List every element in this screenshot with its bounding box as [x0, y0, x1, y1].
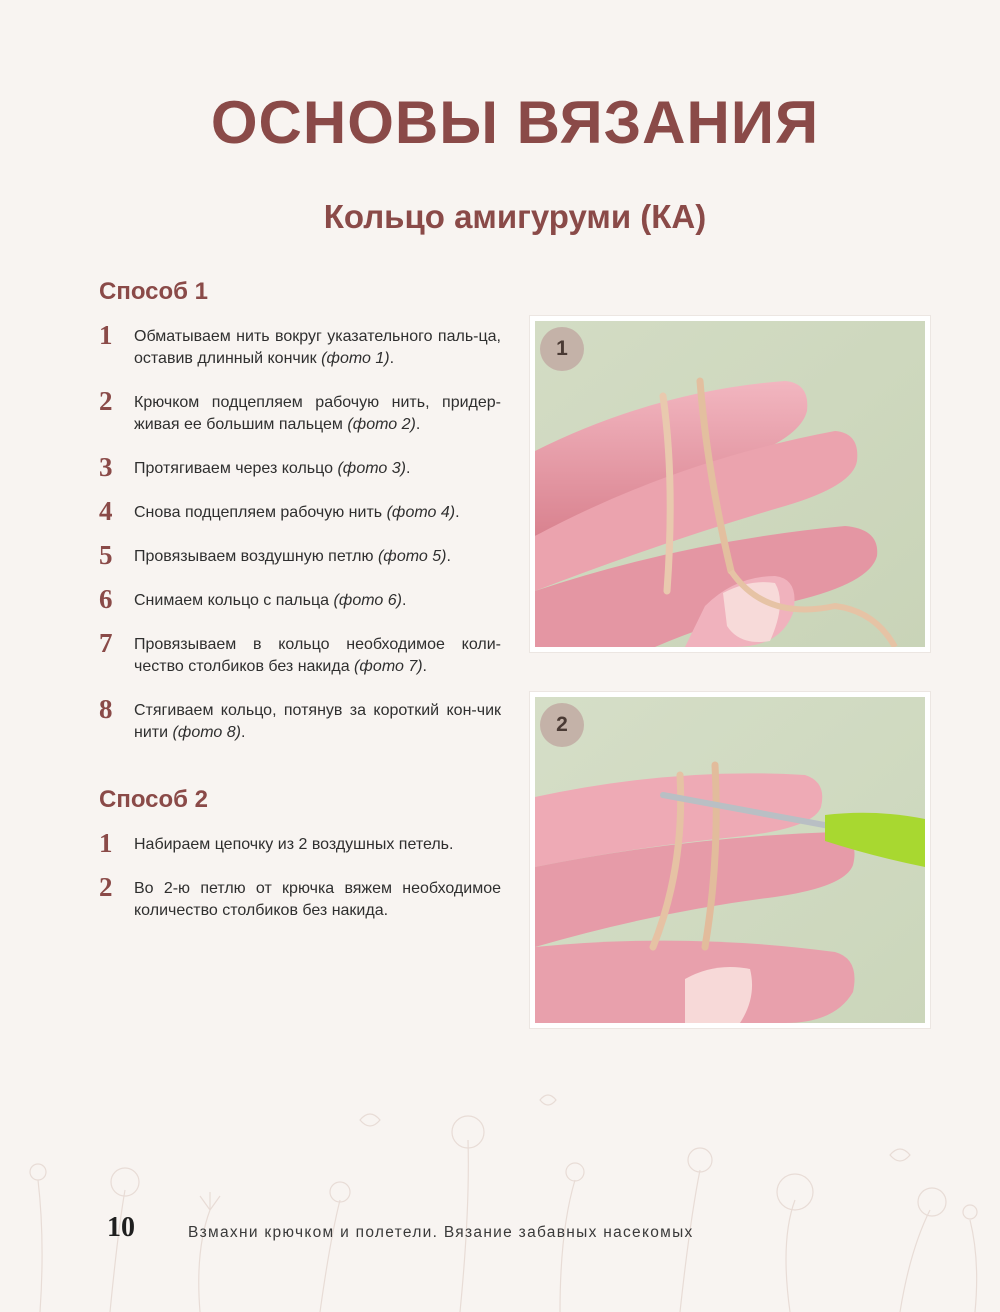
step-text: Обматываем нить вокруг указательного паль-ца, оставив длинный кончик (фото 1). — [134, 328, 501, 367]
step-text: Во 2-ю петлю от крючка вяжем необходимое количество столбиков без накида. — [134, 880, 501, 919]
step-item — [99, 452, 501, 502]
step-number: 7 — [99, 628, 113, 658]
step-text: Провязываем воздушную петлю (фото 5). — [134, 548, 451, 565]
step-number: 2 — [99, 872, 113, 902]
page-number: 10 — [107, 1212, 135, 1243]
section-subtitle: Кольцо амигуруми (КА) — [323, 198, 707, 235]
photo-reference: (фото 6) — [333, 592, 402, 609]
step-text: Стягиваем кольцо, потянув за короткий кон-чик нити (фото 8). — [134, 702, 501, 741]
method-2-steps — [99, 828, 501, 944]
step-text: Провязываем в кольцо необходимое коли-чество столбиков без накида (фото 7). — [134, 636, 501, 675]
step-text: Крючком подцепляем рабочую нить, придер-живая ее большим пальцем (фото 2). — [134, 394, 501, 433]
step-text: Снова подцепляем рабочую нить (фото 4). — [134, 504, 460, 521]
photo-reference: (фото 4) — [386, 504, 456, 521]
step-item — [99, 496, 501, 546]
photo-reference: (фото 8) — [172, 724, 241, 741]
step-number: 1 — [99, 828, 113, 858]
step-item — [99, 320, 501, 392]
step-item — [99, 828, 501, 878]
step-text: Протягиваем через кольцо (фото 3). — [134, 460, 411, 477]
page-title: ОСНОВЫ ВЯЗАНИЯ — [210, 89, 820, 156]
photo-reference: (фото 2) — [347, 416, 416, 433]
step-number: 1 — [99, 320, 113, 350]
step-number: 3 — [99, 452, 113, 482]
step-item — [99, 694, 501, 766]
photo-number-badge: 1 — [540, 327, 584, 371]
step-item — [99, 872, 501, 944]
step-text: Снимаем кольцо с пальца (фото 6). — [134, 592, 407, 609]
step-item — [99, 628, 501, 700]
step-item — [99, 386, 501, 458]
step-item — [99, 584, 501, 634]
step-item — [99, 540, 501, 590]
step-number: 8 — [99, 694, 113, 724]
photo-reference: (фото 1) — [321, 350, 390, 367]
step-number: 5 — [99, 540, 113, 570]
step-text: Набираем цепочку из 2 воздушных петель. — [134, 836, 454, 853]
step-number: 6 — [99, 584, 113, 614]
photo-2 — [530, 692, 930, 1028]
method-1-heading: Способ 1 — [99, 278, 209, 305]
photo-reference: (фото 5) — [377, 548, 447, 565]
finger-yarn-photo — [535, 321, 925, 647]
method-2-heading: Способ 2 — [99, 786, 209, 813]
method-1-steps — [99, 320, 501, 766]
floral-footer-decoration — [0, 1060, 1000, 1312]
photo-reference: (фото 3) — [337, 460, 406, 477]
photo-1 — [530, 316, 930, 652]
step-number: 2 — [99, 386, 113, 416]
photo-number-badge: 2 — [540, 703, 584, 747]
book-title: Взмахни крючком и полетели. Вязание забавных насекомых — [188, 1224, 694, 1241]
step-number: 4 — [99, 496, 113, 526]
hook-yarn-photo — [535, 697, 925, 1023]
photo-reference: (фото 7) — [354, 658, 423, 675]
